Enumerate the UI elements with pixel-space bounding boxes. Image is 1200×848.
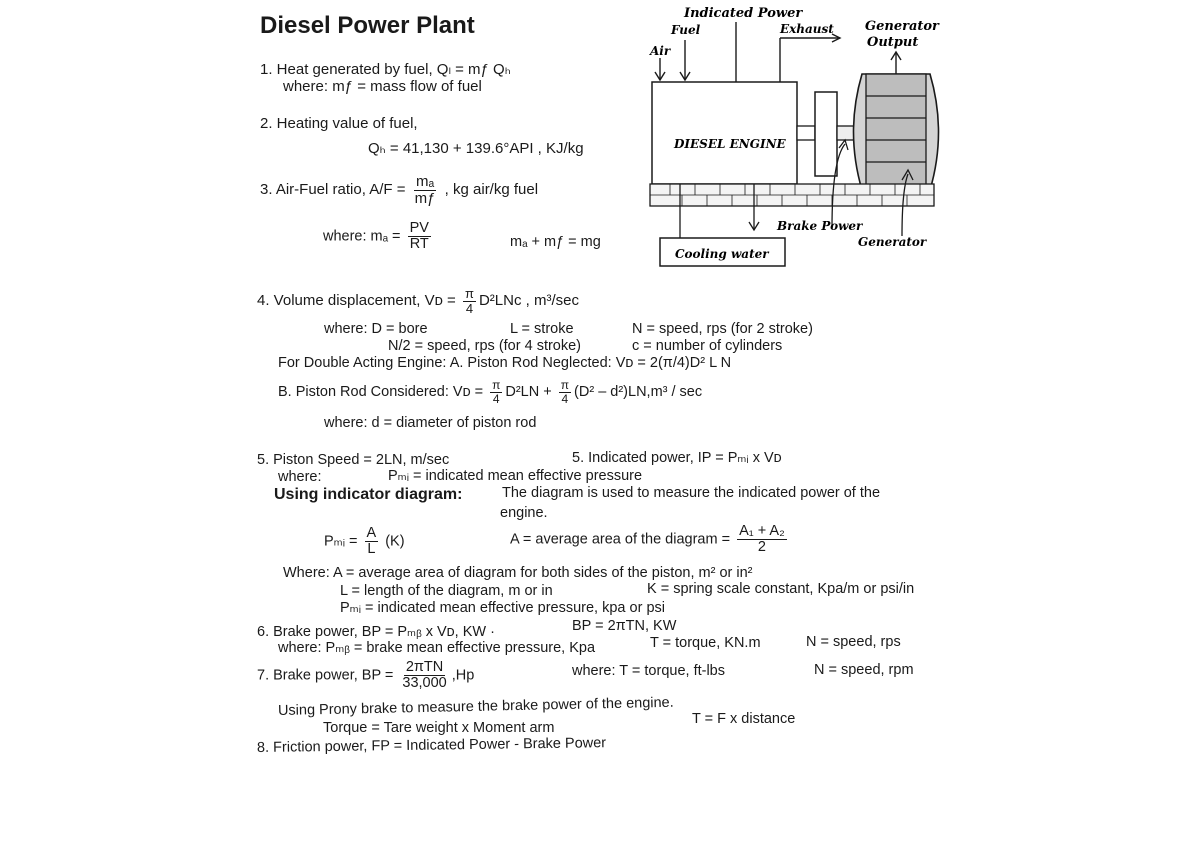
friction-power: 8. Friction power, FP = Indicated Power - Brake Power	[256, 735, 607, 756]
af-fraction	[413, 174, 438, 207]
vd-where2-a: N/2 = speed, rps (for 4 stroke)	[388, 338, 582, 354]
where-a: Where: A = average area of diagram for both sides of the piston, m² or in²	[283, 565, 753, 581]
prc-mid: D²LN +	[505, 383, 552, 400]
piston-rod-where: where: d = diameter of piston rod	[324, 415, 537, 431]
prc-lead: B. Piston Rod Considered: Vᴅ =	[278, 383, 484, 400]
brake-power-hp	[257, 660, 474, 691]
vd-where-b: L = stroke	[510, 321, 574, 337]
indicated-power-label: Indicated Power	[684, 6, 803, 21]
prc-frac1-num: π	[492, 378, 501, 392]
vd-lead: 4. Volume displacement, Vᴅ =	[257, 292, 456, 310]
prc-frac1	[490, 379, 502, 405]
s2-line1: 2. Heating value of fuel,	[260, 115, 418, 132]
where-pmi: Pₘᵢ = indicated mean effective pressure, kpa or psi	[340, 600, 665, 616]
diesel-engine-label: DIESEL ENGINE	[674, 137, 786, 151]
fuel-label: Fuel	[671, 23, 701, 37]
pmi-formula	[324, 526, 405, 557]
where-l: L = length of the diagram, m or in	[340, 583, 553, 599]
vd-where-c: N = speed, rps (for 2 stroke)	[632, 321, 813, 337]
af-lead: 3. Air-Fuel ratio, A/F =	[260, 181, 406, 199]
avg-frac	[737, 524, 787, 555]
pmi-frac	[365, 526, 379, 557]
avg-den: 2	[757, 539, 766, 556]
vd-fraction	[463, 287, 476, 315]
pmi-den: L	[367, 541, 376, 558]
ma-formula	[323, 221, 434, 252]
prc-tail: (D² – d²)LN,m³ / sec	[574, 383, 703, 400]
vd-num: π	[464, 286, 474, 301]
vd-den: 4	[465, 300, 474, 316]
brake-power-kw: 6. Brake power, BP = Pₘᵦ x Vᴅ, KW ·	[257, 624, 495, 640]
flywheel	[815, 92, 837, 176]
af-den: mƒ	[414, 189, 436, 207]
exhaust-label: Exhaust	[780, 22, 834, 36]
pmi-lead: Pₘᵢ =	[324, 533, 358, 550]
double-acting: For Double Acting Engine: A. Piston Rod Neglected: Vᴅ = 2(π/4)D² L N	[278, 355, 732, 371]
pmi-num: A	[366, 525, 377, 541]
vd-where2-b: c = number of cylinders	[632, 338, 783, 354]
piston-speed: 5. Piston Speed = 2LN, m/sec	[257, 452, 450, 468]
bp-hp-num: 2πTN	[405, 659, 444, 675]
af-tail: , kg air/kg fuel	[444, 181, 539, 199]
torque-def: Torque = Tare weight x Moment arm	[323, 720, 555, 736]
s1-line1: 1. Heat generated by fuel, Qₗ = mƒ Qₕ	[260, 61, 511, 78]
rt: RT	[409, 236, 429, 253]
torque-knm: T = torque, KN.m	[650, 635, 761, 651]
speed-rps: N = speed, rps	[806, 634, 901, 650]
bp-hp-den: 33,000	[402, 675, 447, 692]
bp-hp-tail: ,Hp	[451, 667, 475, 684]
vd-where-a: where: D = bore	[324, 321, 428, 337]
s1-line2: where: mƒ = mass flow of fuel	[283, 78, 482, 95]
mass-sum: mₐ + mƒ = mɡ	[510, 234, 601, 250]
diesel-engine-box	[652, 82, 797, 184]
pv: PV	[409, 220, 429, 236]
avg-area-formula	[510, 524, 790, 555]
air-fuel-ratio	[260, 174, 538, 207]
speed-rpm: N = speed, rpm	[814, 662, 914, 678]
indicated-power: 5. Indicated power, IP = Pₘᵢ x Vᴅ	[572, 450, 782, 466]
torque-ftlbs: where: T = torque, ft-lbs	[572, 663, 726, 679]
indicator-desc1: The diagram is used to measure the indicated power of the	[502, 485, 881, 501]
avg-lead: A = average area of the diagram =	[510, 531, 731, 548]
prc-frac1-den: 4	[492, 391, 500, 406]
indicator-label: Using indicator diagram:	[274, 486, 463, 503]
t-def: T = F x distance	[692, 711, 796, 727]
bp-hp-frac	[400, 660, 448, 691]
volume-displacement	[257, 287, 579, 315]
page-title: Diesel Power Plant	[260, 12, 475, 39]
vd-tail: D²LNc , m³/sec	[478, 292, 579, 310]
bp-2pitn: BP = 2πTN, KW	[572, 618, 677, 634]
prc-frac2-den: 4	[561, 391, 569, 406]
cooling-water-label: Cooling water	[675, 247, 769, 261]
indicator-desc2: engine.	[500, 505, 548, 521]
generator-output-label: Generator	[865, 19, 939, 34]
piston-rod-considered	[278, 379, 702, 405]
s5-where: where:	[278, 469, 322, 485]
prc-frac2-num: π	[560, 378, 570, 392]
prc-frac2	[559, 379, 571, 405]
pmi-def: Pₘᵢ = indicated mean effective pressure	[388, 468, 643, 484]
diesel-plant-diagram	[640, 0, 1000, 275]
generator-output-label-2: Output	[867, 35, 919, 50]
pmb-def: where: Pₘᵦ = brake mean effective pressure, Kpa	[278, 640, 596, 656]
brake-power-label: Brake Power	[777, 219, 863, 233]
generator-label: Generator	[858, 235, 927, 249]
air-label: Air	[650, 44, 671, 58]
af-num: mₐ	[416, 173, 435, 190]
where-k: K = spring scale constant, Kpa/m or psi/in	[647, 581, 915, 597]
bp-hp-lead: 7. Brake power, BP =	[257, 667, 394, 684]
pv-rt-fraction	[408, 221, 431, 252]
ma-where: where: mₐ =	[323, 228, 401, 245]
avg-num: A₁ + A₂	[739, 523, 785, 539]
s2-formula: Qₕ = 41,130 + 139.6°API , KJ/kg	[368, 140, 584, 157]
prony-brake: Using Prony brake to measure the brake power of the engine.	[277, 694, 674, 719]
pmi-tail: (K)	[385, 533, 405, 550]
